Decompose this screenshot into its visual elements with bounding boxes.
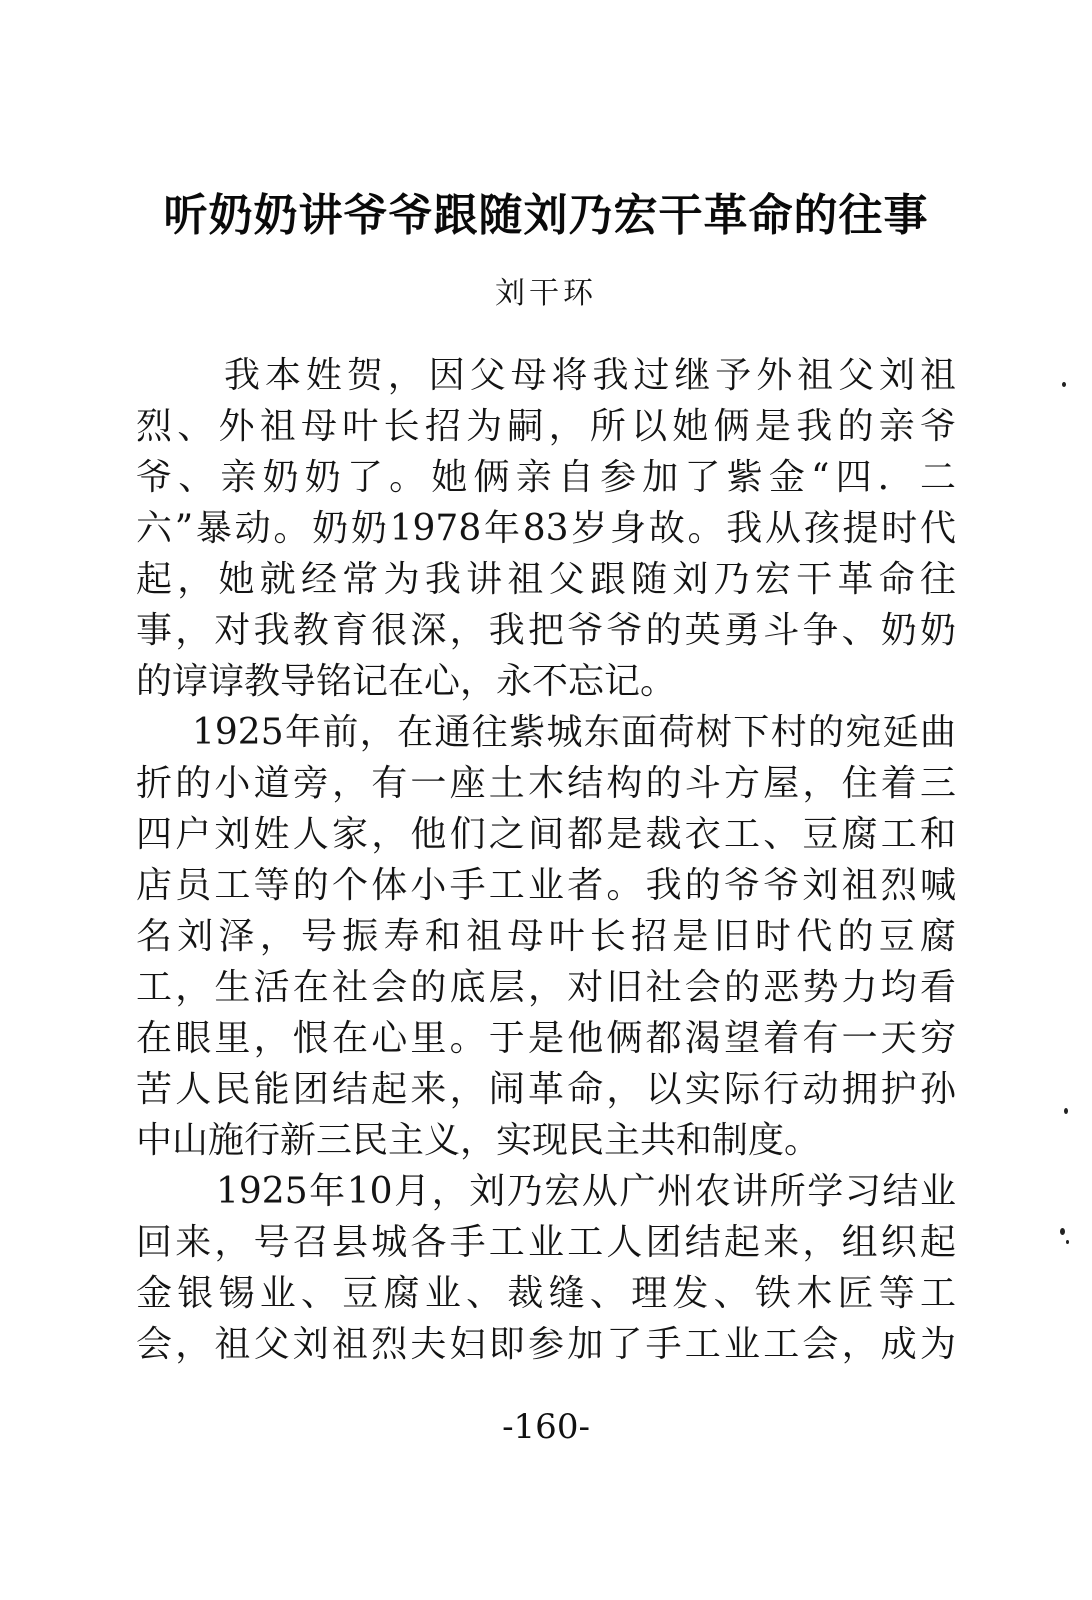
paragraph-1: [136, 350, 956, 707]
text-line: 折的小道旁，有一座土木结构的斗方屋，住着三: [136, 763, 956, 804]
text-line: 爷、亲奶奶了。她俩亲自参加了紫金“四．二: [136, 457, 956, 498]
text-line: 起，她就经常为我讲祖父跟随刘乃宏干革命往: [136, 559, 956, 600]
text-line: 中山施行新三民主义，实现民主共和制度。: [136, 1120, 821, 1161]
scan-speck: [1062, 382, 1066, 387]
article-body: [136, 350, 956, 1370]
text-line: 回来，号召县城各手工业工人团结起来，组织起: [136, 1222, 956, 1263]
text-line: 烈、外祖母叶长招为嗣，所以她俩是我的亲爷: [136, 406, 956, 447]
text-line: 六”暴动。奶奶1978年83岁身故。我从孩提时代: [136, 508, 956, 549]
text-line: 名刘泽，号振寿和祖母叶长招是旧时代的豆腐: [136, 916, 956, 957]
paragraph-3: [136, 1166, 956, 1370]
article-title: 听奶奶讲爷爷跟随刘乃宏干革命的往事: [163, 190, 929, 241]
text-line: 苦人民能团结起来，闹革命，以实际行动拥护孙: [136, 1069, 956, 1110]
text-line: 1925年10月，刘乃宏从广州农讲所学习结业: [216, 1171, 956, 1212]
text-line: 店员工等的个体小手工业者。我的爷爷刘祖烈喊: [136, 865, 956, 906]
page-number: -160-: [502, 1407, 590, 1447]
scan-speck: [1064, 1108, 1068, 1114]
text-line: 工，生活在社会的底层，对旧社会的恶势力均看: [136, 967, 956, 1008]
article-author: 刘干环: [495, 276, 597, 311]
scan-speck: [1066, 1240, 1069, 1244]
text-line: 四户刘姓人家，他们之间都是裁衣工、豆腐工和: [136, 814, 956, 855]
paragraph-2: [136, 707, 956, 1166]
text-line: 会，祖父刘祖烈夫妇即参加了手工业工会，成为: [136, 1324, 956, 1365]
text-line: 1925年前，在通往紫城东面荷树下村的宛延曲: [192, 712, 956, 753]
text-line: 金银锡业、豆腐业、裁缝、理发、铁木匠等工: [136, 1273, 956, 1314]
text-line: 在眼里，恨在心里。于是他俩都渴望着有一天穷: [136, 1018, 956, 1059]
text-line: 的谆谆教导铭记在心，永不忘记。: [136, 661, 677, 702]
text-line: 我本姓贺，因父母将我过继予外祖父刘祖: [224, 355, 956, 396]
scan-speck: [1060, 1228, 1065, 1235]
text-line: 事，对我教育很深，我把爷爷的英勇斗争、奶奶: [136, 610, 956, 651]
